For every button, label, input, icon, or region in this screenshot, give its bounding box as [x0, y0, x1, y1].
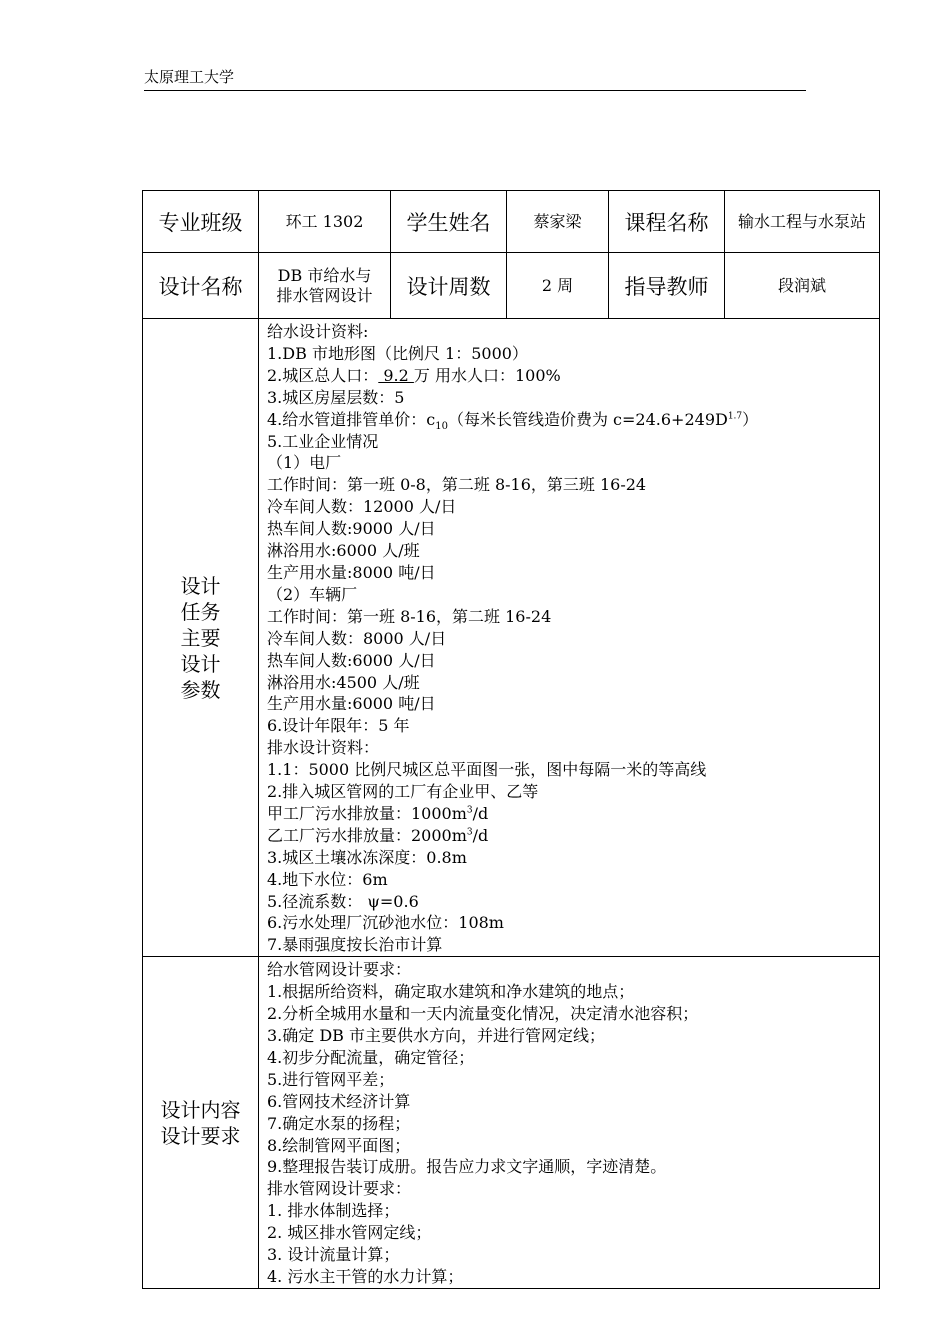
- param-line: 6.设计年限年：5 年: [267, 716, 410, 736]
- teacher-value: 段润斌: [725, 253, 880, 319]
- param-line: 5.工业企业情况: [267, 431, 379, 451]
- parameters-label-line: 设计: [180, 651, 221, 676]
- param-line: 淋浴用水:4500 人/班: [267, 672, 420, 692]
- major-value: 环工 1302: [259, 191, 391, 253]
- course-value: 输水工程与水泵站: [725, 191, 880, 253]
- param-line: 工作时间：第一班 0-8，第二班 8-16，第三班 16-24: [267, 475, 647, 495]
- param-line: 1.DB 市地形图（比例尺 1：5000）: [267, 343, 528, 363]
- param-line: 1.1：5000 比例尺城区总平面图一张，图中每隔一米的等高线: [267, 760, 707, 780]
- param-line-discharge-a: 甲工厂污水排放量：$1000m^3/d$: [267, 803, 489, 823]
- param-line: 生产用水量:8000 吨/日: [267, 562, 436, 582]
- row-design-parameters: [143, 319, 880, 957]
- parameters-label: [143, 319, 259, 957]
- param-line-discharge-b: 乙工厂污水排放量：$2000m^3/d$: [267, 825, 489, 845]
- req-line: 7.确定水泵的扬程；: [267, 1113, 411, 1133]
- param-line: 排水设计资料：: [267, 738, 380, 758]
- req-line: 2.分析全城用水量和一天内流量变化情况，决定清水池容积；: [267, 1004, 699, 1024]
- req-line: 给水管网设计要求：: [267, 960, 412, 980]
- req-line: 9.整理报告装订成册。报告应力求文字通顺，字迹清楚。: [267, 1157, 667, 1177]
- major-label: 专业班级: [143, 191, 259, 253]
- param-line: 冷车间人数：12000 人/日: [267, 497, 457, 517]
- req-line: 3. 设计流量计算；: [267, 1245, 400, 1265]
- req-line: 2. 城区排水管网定线；: [267, 1223, 432, 1243]
- param-line-pipe-price: 4.给水管道排管单价：$c_{10}$（每米长管线造价费为 $c=24.6+249D^{1.7}$）: [267, 409, 759, 432]
- req-line: 1. 排水体制选择；: [267, 1201, 400, 1221]
- param-line: 3.城区房屋层数：5: [267, 387, 405, 407]
- requirements-content: [259, 957, 880, 1289]
- param-line: 7.暴雨强度按长治市计算: [267, 935, 443, 955]
- param-line: （2）车辆厂: [267, 584, 358, 604]
- param-line: 6.污水处理厂沉砂池水位：108m: [267, 913, 504, 933]
- parameters-label-line: 参数: [180, 677, 221, 702]
- row-design-info: [143, 253, 880, 319]
- param-line: 淋浴用水:6000 人/班: [267, 541, 420, 561]
- param-line: 生产用水量:6000 吨/日: [267, 694, 436, 714]
- param-line: 给水设计资料:: [267, 322, 369, 341]
- weeks-value: 2 周: [507, 253, 609, 319]
- row-design-requirements: [143, 957, 880, 1289]
- param-line: 热车间人数:6000 人/日: [267, 650, 436, 670]
- param-line: 冷车间人数：8000 人/日: [267, 628, 447, 648]
- param-line: 2.排入城区管网的工厂有企业甲、乙等: [267, 782, 539, 802]
- weeks-label: 设计周数: [391, 253, 507, 319]
- course-label: 课程名称: [609, 191, 725, 253]
- param-line: 5.径流系数： ψ=0.6: [267, 891, 419, 911]
- req-line: 5.进行管网平差；: [267, 1069, 395, 1089]
- design-label: 设计名称: [143, 253, 259, 319]
- parameters-label-line: 任务: [180, 599, 221, 624]
- req-line: 4.初步分配流量，确定管径；: [267, 1047, 475, 1067]
- school-name: 太原理工大学: [144, 68, 235, 86]
- param-line: 3.城区土壤冰冻深度：0.8m: [267, 847, 467, 867]
- req-line: 排水管网设计要求：: [267, 1179, 412, 1199]
- param-line: 热车间人数:9000 人/日: [267, 519, 436, 539]
- teacher-label: 指导教师: [609, 253, 725, 319]
- param-line: （1）电厂: [267, 453, 342, 473]
- student-label: 学生姓名: [391, 191, 507, 253]
- row-basic-info: [143, 191, 880, 253]
- parameters-content: [259, 319, 880, 957]
- requirements-label-line: 设计内容: [160, 1097, 241, 1122]
- req-line: 6.管网技术经济计算: [267, 1091, 411, 1111]
- req-line: 3.确定 DB 市主要供水方向，并进行管网定线；: [267, 1026, 606, 1045]
- param-line: 4.地下水位：6m: [267, 869, 388, 889]
- design-value: DB 市给水与排水管网设计: [259, 253, 391, 319]
- requirements-label-line: 设计要求: [160, 1123, 241, 1148]
- parameters-label-line: 设计: [180, 573, 221, 598]
- parameters-label-line: 主要: [180, 625, 221, 650]
- req-line: 1.根据所给资料，确定取水建筑和净水建筑的地点；: [267, 982, 635, 1002]
- population-value: 9.2: [378, 365, 414, 385]
- page-header: [144, 66, 806, 91]
- student-value: 蔡家梁: [507, 191, 609, 253]
- param-line-population: 2.城区总人口： 9.2 万 用水人口：100%: [267, 365, 561, 385]
- assignment-table: [142, 190, 880, 1289]
- requirements-label: [143, 957, 259, 1289]
- req-line: 4. 污水主干管的水力计算；: [267, 1266, 464, 1286]
- param-line: 工作时间：第一班 8-16，第二班 16-24: [267, 606, 552, 626]
- req-line: 8.绘制管网平面图；: [267, 1135, 411, 1155]
